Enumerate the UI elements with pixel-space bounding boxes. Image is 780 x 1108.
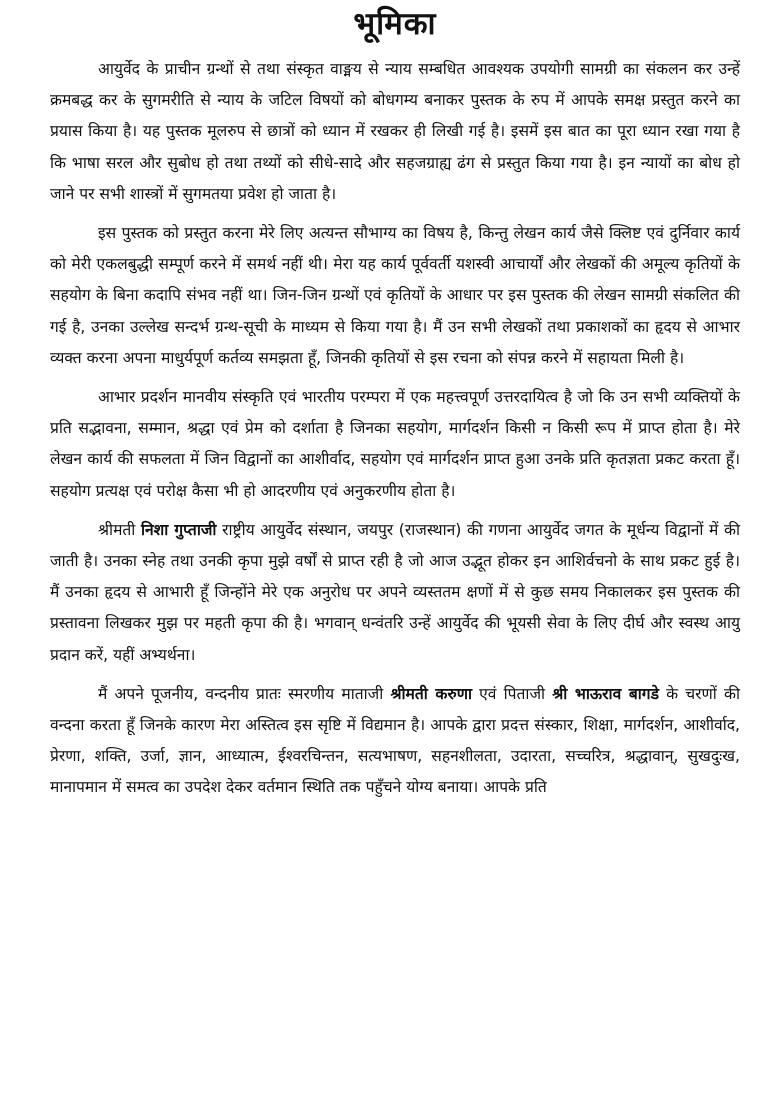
paragraph-text: इस पुस्तक को प्रस्तुत करना मेरे लिए अत्यन्त सौभाग्य का विषय है, किन्तु लेखन कार्य जैसे क्लिष्ट एवं दुर्निवार कार्य को मेरी एकलबुद्धी सम्पूर्ण करने में समर्थ नहीं थी। मेरा यह कार्य पूर्ववर्ती यशस्वी आचार्यों और लेखकों की अमूल्य कृतियों के सहयोग के बिना कदापि संभव नहीं था। जिन-जिन ग्रन्थों एवं कृतियों के आधार पर इस पुस्तक की लेखन सामग्री संकलित की गई है, उनका उल्लेख सन्दर्भ ग्रन्थ-सूची के माध्यम से किया गया है। मैं उन सभी लेखकों तथा प्रकाशकों का हृदय से आभार व्यक्त करना अपना माधुर्यपूर्ण कर्तव्य समझता हूँ, जिनकी कृतियों से इस रचना को संपन्न करने में सहायता मिली है। (50, 224, 740, 367)
paragraph-text: श्रीमती (98, 520, 141, 539)
paragraph (50, 382, 740, 507)
paragraph (50, 679, 740, 804)
paragraph (50, 515, 740, 671)
page-title: भूमिका (353, 6, 437, 42)
paragraph-text: आयुर्वेद के प्राचीन ग्रन्थों से तथा संस्कृत वाङ्मय से न्याय सम्बधित आवश्यक उपयोगी सामग्री का संकलन कर उन्हें क्रमबद्ध कर के सुगमरीति से न्याय के जटिल विषयों को बोधगम्य बनाकर पुस्तक के रुप में आपके समक्ष प्रस्तुत करने का प्रयास किया है। यह पुस्तक मूलरुप से छात्रों को ध्यान में रखकर ही लिखी गई है। इसमें इस बात का पूरा ध्यान रखा गया है कि भाषा सरल और सुबोध हो तथा तथ्यों को सीधे-सादे और सहजग्राह्य ढंग से प्रस्तुत किया गया है। इन न्यायों का बोध हो जाने पर सभी शास्त्रों में सुगमतया प्रवेश हो जाता है। (50, 60, 740, 203)
paragraph (50, 218, 740, 374)
bold-name-text: निशा गुप्ताजी (140, 520, 217, 539)
paragraph-text: आभार प्रदर्शन मानवीय संस्कृति एवं भारतीय परम्परा में एक महत्त्वपूर्ण उत्तरदायित्व है जो कि उन सभी व्यक्तियों के प्रति सद्भावना, सम्मान, श्रद्धा एवं प्रेम को दर्शाता है जिनका सहयोग, मार्गदर्शन किसी न किसी रूप में प्राप्त होता है। मेरे लेखन कार्य की सफलता में जिन विद्वानों का आशीर्वाद, सहयोग एवं मार्गदर्शन प्राप्त हुआ उनके प्रति कृतज्ञता प्रकट करता हूँ। सहयोग प्रत्यक्ष एवं परोक्ष कैसा भी हो आदरणीय एवं अनुकरणीय होता है। (50, 388, 740, 500)
paragraph-text: मैं अपने पूजनीय, वन्दनीय प्रातः स्मरणीय माताजी (98, 684, 391, 703)
paragraph-text: राष्ट्रीय आयुर्वेद संस्थान, जयपुर (राजस्थान) की गणना आयुर्वेद जगत के मूर्धन्य विद्वानों में की जाती है। उनका स्नेह तथा उनकी कृपा मुझे वर्षों से प्राप्त रही है जो आज उद्भूत होकर इन आशिर्वचनो के साथ प्रकट हुई है। मैं उनका हृदय से आभारी हूँ जिन्होंने मेरे एक अनुरोध पर अपने व्यस्ततम क्षणों में से कुछ समय निकालकर इस पुस्तक की प्रस्तावना लिखकर मुझ पर महती कृपा की है। भगवान् धन्वंतरि उन्हें आयुर्वेद की भूयसी सेवा के लिए दीर्घ और स्वस्थ आयु प्रदान करें, यहीं अभ्यर्थना। (50, 520, 740, 664)
paragraph-text: के चरणों की वन्दना करता हूँ जिनके कारण मेरा अस्तित्व इस सृष्टि में विद्यमान है। आपके द्वारा प्रदत्त संस्कार, शिक्षा, मार्गदर्शन, आशीर्वाद, प्रेरणा, शक्ति, उर्जा, ज्ञान, आध्यात्म, ईश्वरचिन्तन, सत्यभाषण, सहनशीलता, उदारता, सच्चरित्र, श्रद्धावान्, सुखदुःख, मानापमान में समत्व का उपदेश देकर वर्तमान स्थिति तक पहुँचने योग्य बनाया। आपके प्रति (50, 684, 740, 797)
paragraph (50, 54, 740, 210)
bold-name-text: श्रीमती करुणा (390, 684, 473, 703)
bold-name-text: श्री भाऊराव बागडे (552, 684, 659, 703)
paragraph-text: एवं पिताजी (472, 684, 553, 703)
document-page (50, 0, 740, 1108)
paragraph-list (50, 54, 740, 804)
